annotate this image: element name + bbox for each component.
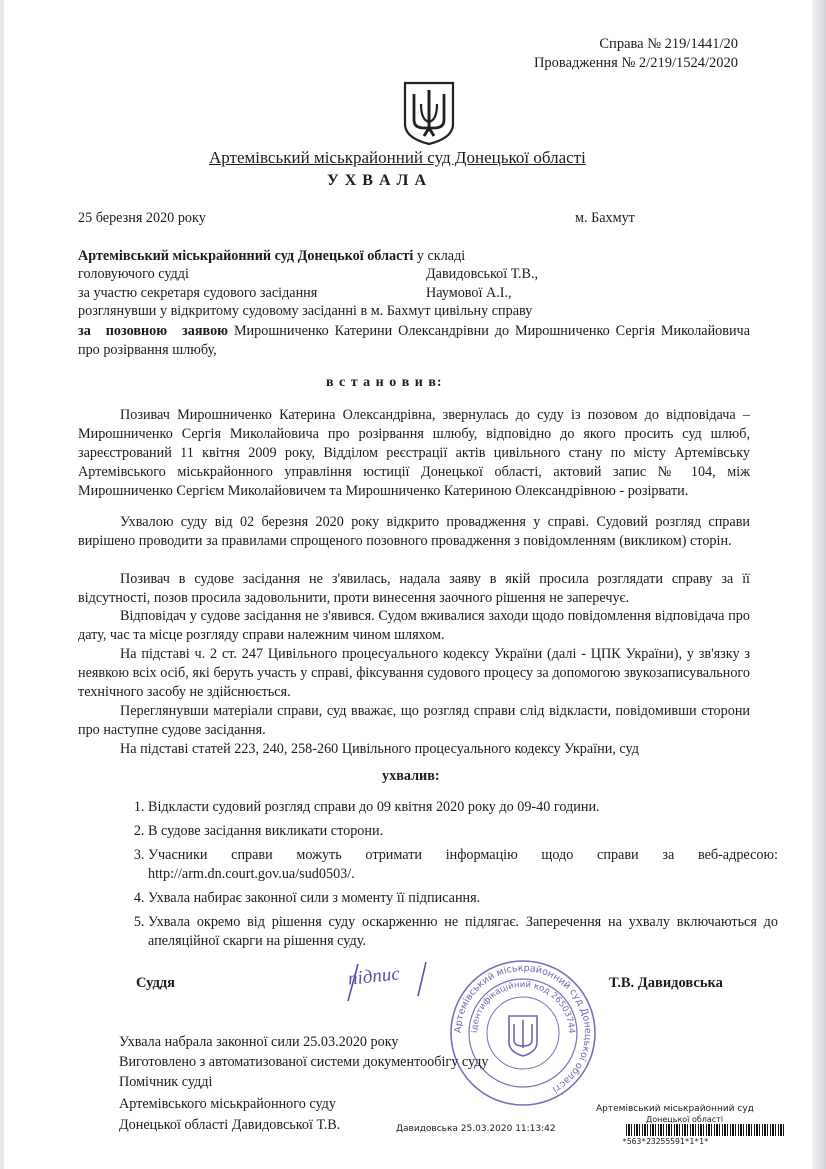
court-composition-rest: у складі <box>413 248 466 264</box>
seal-ring-text: Артемівський міськрайонний суд Донецької області <box>452 962 594 1095</box>
court-name-bold: Артемівський міськрайонний суд Донецької області <box>78 248 414 264</box>
e-stamp-region: Донецької області <box>646 1115 724 1124</box>
case-number: Справа № 219/1441/20 <box>599 36 738 52</box>
judge-label: головуючого судді <box>78 266 189 282</box>
court-seal-icon <box>448 958 598 1108</box>
barcode-text: *563*23255591*1*1* <box>622 1137 709 1146</box>
paragraph-6: Переглянувши матеріали справи, суд вважає, що розгляд справи слід відкласти, повідомивши сторони про наступне судове засідання. <box>78 703 750 738</box>
e-stamp-court: Артемівський міськрайонний суд <box>596 1104 754 1114</box>
footer-line-4: Артемівського міськрайонного суду <box>119 1096 336 1112</box>
document-barcode <box>626 1124 786 1136</box>
paragraph-5: На підставі ч. 2 ст. 247 Цивільного процесуального кодексу України (далі - ЦПК України), у зв'язку з неявкою всіх осіб, які беруть участь у справі, фіксування судового процесу за допомогою звукозаписувального технічного засобу не здійснюється. <box>78 646 750 700</box>
footer-line-3: Помічник судді <box>119 1074 213 1090</box>
claim-paragraph <box>78 322 750 360</box>
decision-item: 5. Ухвала окремо від рішення суду оскарженню не підлягає. Заперечення на ухвалу включаються до апеляційної скарги на рішення суду. <box>148 913 778 951</box>
decision-list <box>118 798 778 956</box>
document-date: 25 березня 2020 року <box>78 210 206 226</box>
trident-emblem-icon <box>402 80 456 146</box>
footer-line-5: Донецької області Давидовської Т.В. <box>119 1117 341 1133</box>
court-title: Артемівський міськрайонний суд Донецької області <box>209 148 586 167</box>
paragraph-3: Позивач в судове засідання не з'явилась, надала заяву в якій просила розглядати справу за її відсутності, позов просила задовольнити, проти винесення заочного рішення не заперечує. <box>78 571 750 606</box>
signature-stroke-icon <box>340 956 440 1011</box>
paragraph-7: На підставі статей 223, 240, 258-260 Цивільного процесуального кодексу України, суд <box>120 741 639 757</box>
decision-item: 2. В судове засідання викликати сторони. <box>148 822 778 841</box>
seal-code-text: ідентифікаційний код 26503744 <box>469 979 577 1034</box>
established-heading: в с т а н о в и в: <box>326 375 443 390</box>
proceeding-number: Провадження № 2/219/1524/2020 <box>533 55 738 71</box>
claim-text: Мирошниченко Катерини Олександрівни до Мирошниченко Сергія Миколайовича про розірвання шлюбу, <box>78 323 750 358</box>
paragraph-4: Відповідач у судове засідання не з'явився. Судом вживалися заходи щодо повідомлення відповідача про дату, час та місце розгляду справи належним чином шляхом. <box>78 608 750 643</box>
judge-name: Давидовської Т.В., <box>426 266 539 282</box>
paragraph-2: Ухвалою суду від 02 березня 2020 року відкрито провадження у справі. Судовий розгляд справи вирішено проводити за правилами спрощеного позовного провадження з повідомленням (викликом) сторін. <box>78 514 750 549</box>
scan-right-edge <box>812 0 826 1169</box>
decided-heading: ухвалив: <box>382 768 440 784</box>
decision-item: 4. Ухвала набирає законної сили з моменту її підписання. <box>148 889 778 908</box>
decision-item: 1. Відкласти судовий розгляд справи до 09 квітня 2020 року до 09-40 години. <box>148 798 778 817</box>
considered-line: розглянувши у відкритому судовому засіданні в м. Бахмут цивільну справу <box>78 303 533 319</box>
judge-signature-name: Т.В. Давидовська <box>609 975 723 991</box>
secretary-label: за участю секретаря судового засідання <box>78 285 318 301</box>
footer-line-1: Ухвала набрала законної сили 25.03.2020 року <box>119 1034 399 1050</box>
footer-line-2: Виготовлено з автоматизованої системи документообігу суду <box>119 1054 489 1070</box>
decision-item: 3. Учасники справи можуть отримати інформацію щодо справи за веб-адресою: http://arm.dn.court.gov.ua/sud0503/. <box>148 846 778 884</box>
e-signature-line: Давидовська 25.03.2020 11:13:42 <box>396 1124 556 1134</box>
scan-left-edge <box>0 0 4 1169</box>
claim-label-bold: за позовною заявою <box>78 323 229 339</box>
judge-signature-label: Суддя <box>136 975 175 991</box>
court-composition <box>78 248 465 265</box>
handwritten-signature: підпис <box>346 963 401 990</box>
document-city: м. Бахмут <box>575 210 635 226</box>
paragraph-1: Позивач Мирошниченко Катерина Олександрівна, звернулась до суду із позовом до відповідача – Мирошниченко Сергія Миколайовича про розірвання шлюбу, відповідно до якого просить суд шлюб, зареєстрований 11 квітня 2009 року, Відділом реєстрації актів цивільного стану по місту Артемівську Артемівського міськрайонного управління юстиції Донецької області, актовий запис № 104, між Мирошниченко Сергієм Миколайовичем та Мирошниченко Катериною Олександрівною - розірвати. <box>78 407 750 499</box>
document-type: У Х В А Л А <box>327 172 427 189</box>
secretary-name: Наумової А.І., <box>426 285 512 301</box>
